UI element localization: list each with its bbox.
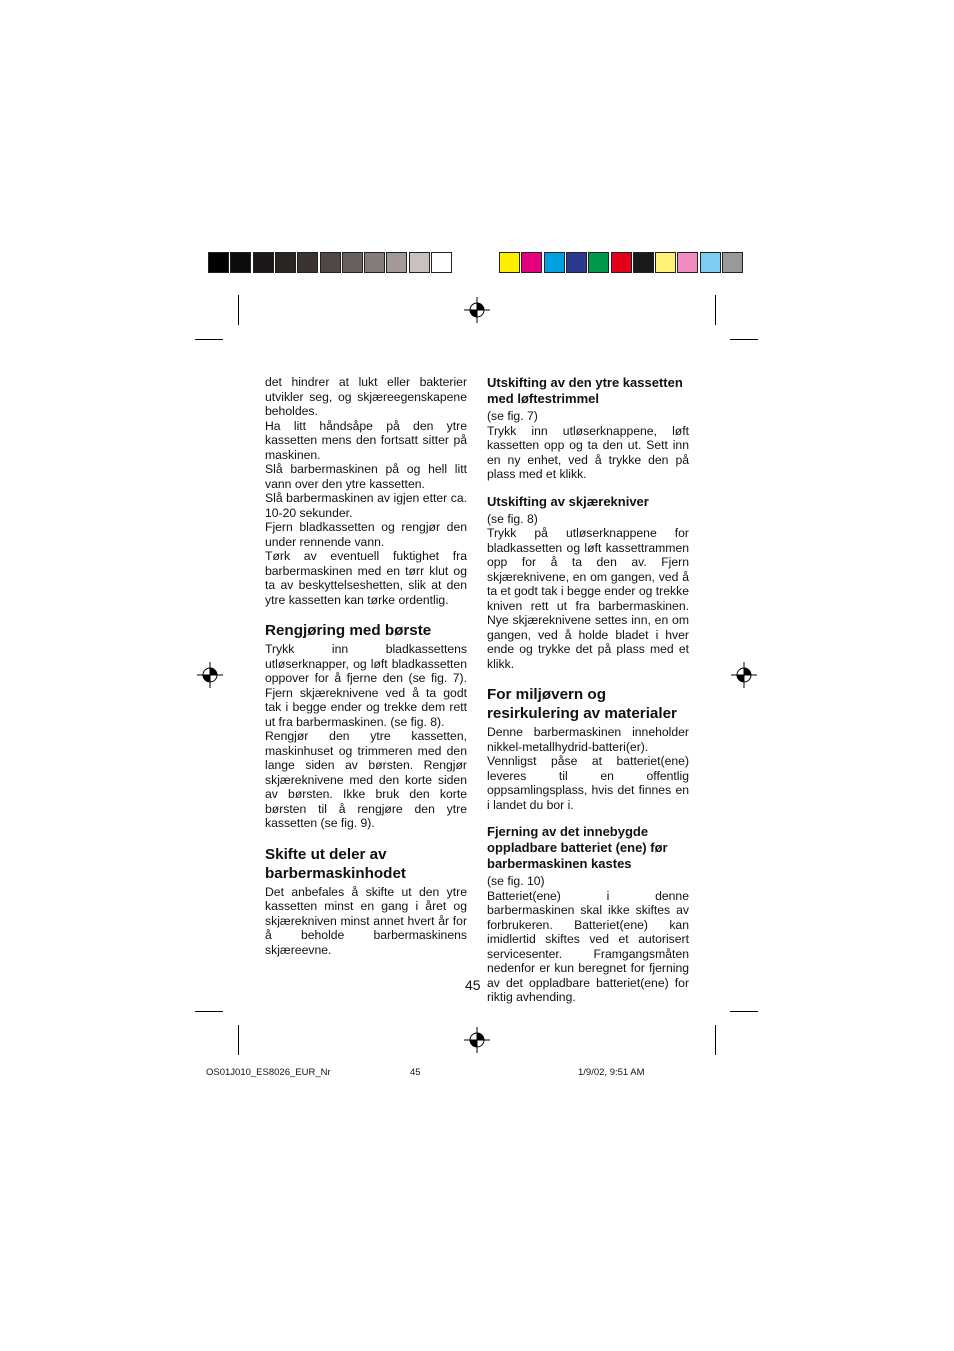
crop-mark: [730, 1011, 758, 1012]
color-swatch: [230, 252, 251, 273]
color-swatch: [544, 252, 565, 273]
paragraph: Trykk inn bladkassettens utløserknapper, og løft bladkassetten oppover for å fjerne den (se fig. 7). Fjern skjæreknivene ved å ta godt tak i begge ender og trekke dem rett ut fra barbermaskinen. (se fig. 8).: [265, 642, 467, 729]
color-swatch: [611, 252, 632, 273]
color-swatch: [409, 252, 430, 273]
color-swatch: [208, 252, 229, 273]
paragraph: Trykk på utløserknappene for bladkassetten og løft kassettrammen opp for å ta den av. Fjern skjæreknivene, en om gangen, ved å ta et godt tak i begge ender og trekke kniven rett ut fra barbermaskinen. Nye skjæreknivene settes inn, en om gangen, ved å holde bladet i hver ende og trykke det på plass med et klikk.: [487, 526, 689, 671]
figure-reference: (se fig. 8): [487, 511, 538, 526]
crop-mark: [195, 339, 223, 340]
color-swatch: [633, 252, 654, 273]
color-swatch: [320, 252, 341, 273]
figure-reference: (se fig. 10): [487, 874, 545, 888]
color-swatch: [342, 252, 363, 273]
registration-mark-icon: [731, 662, 757, 688]
section-heading: Fjerning av det innebygde oppladbare batteriet (ene) før barbermaskinen kastes: [487, 824, 668, 871]
color-swatch: [521, 252, 542, 273]
color-swatch: [297, 252, 318, 273]
color-swatch: [700, 252, 721, 273]
registration-mark-icon: [197, 662, 223, 688]
paragraph: det hindrer at lukt eller bakterier utvikler seg, og skjæreegenskapene beholdes.: [265, 375, 467, 418]
section-heading: For miljøvern og resirkulering av materialer: [487, 686, 677, 722]
crop-mark: [730, 339, 758, 340]
crop-mark: [238, 295, 239, 325]
paragraph: Vennligst påse at batteriet(ene) leveres til en offentlig oppsamlingsplass, hvis det finnes en i landet du bor i.: [487, 754, 689, 812]
paragraph: Slå barbermaskinen på og hell litt vann over den ytre kassetten.: [265, 462, 467, 491]
color-swatch: [722, 252, 743, 273]
color-swatch: [275, 252, 296, 273]
figure-reference: (se fig. 7): [487, 409, 538, 423]
crop-mark: [715, 295, 716, 325]
section-heading: Utskifting av skjærekniver: [487, 493, 649, 509]
paragraph: Batteriet(ene) i denne barbermaskinen skal ikke skiftes av forbrukeren. Batteriet(ene) kan imidlertid skiftes ved et autorisert servicesenter. Framgangsmåten nedenfor er kun beregnet for fjerning av det oppladbare batteriet(ene) for riktig avhending.: [487, 888, 689, 1004]
right-column: [487, 375, 689, 1005]
registration-mark-icon: [464, 297, 490, 323]
color-swatch: [588, 252, 609, 273]
left-column: [265, 375, 467, 957]
section-heading: Rengjøring med børste: [265, 622, 432, 639]
paragraph: Det anbefales å skifte ut den ytre kassetten minst en gang i året og skjærekniven minst annet hvert år for å beholde barbermaskinens skjæreevne.: [265, 884, 467, 957]
footer-date: 1/9/02, 9:51 AM: [578, 1067, 645, 1078]
color-swatch: [386, 252, 407, 273]
paragraph: Denne barbermaskinen inneholder nikkel-metallhydrid-batteri(er).: [487, 725, 689, 754]
color-swatch: [364, 252, 385, 273]
footer-page: 45: [410, 1067, 421, 1078]
paragraph: Ha litt håndsåpe på den ytre kassetten mens den fortsatt sitter på maskinen.: [265, 418, 467, 462]
paragraph: Trykk inn utløserknappene, løft kassetten opp og ta den ut. Sett inn en ny enhet, ved å trykke den på plass med et klikk.: [487, 423, 689, 481]
color-swatch: [499, 252, 520, 273]
section-heading: Skifte ut deler av barbermaskinhodet: [265, 845, 406, 882]
page-number: 45: [465, 977, 481, 993]
footer-file-name: OS01J010_ES8026_EUR_Nr: [206, 1067, 331, 1078]
paragraph: Tørk av eventuell fuktighet fra barbermaskinen med en tørr klut og ta av beskyttelseshetten, slik at den ytre kassetten kan tørke ordentlig.: [265, 549, 467, 607]
color-swatch: [655, 252, 676, 273]
section-heading: Utskifting av den ytre kassetten med løftestrimmel: [487, 375, 683, 406]
paragraph: Slå barbermaskinen av igjen etter ca. 10-20 sekunder.: [265, 491, 467, 520]
crop-mark: [195, 1011, 223, 1012]
crop-mark: [715, 1025, 716, 1055]
color-swatch: [677, 252, 698, 273]
crop-mark: [238, 1025, 239, 1055]
color-swatch: [431, 252, 452, 273]
color-swatch: [566, 252, 587, 273]
paragraph: Rengjør den ytre kassetten, maskinhuset og trimmeren med den lange siden av børsten. Rengjør skjæreknivene med den korte siden av børsten. Ikke bruk den korte børsten til å rengjøre den ytre kassetten (se fig. 9).: [265, 729, 467, 830]
color-swatch: [253, 252, 274, 273]
registration-mark-icon: [464, 1027, 490, 1053]
paragraph: Fjern bladkassetten og rengjør den under rennende vann.: [265, 520, 467, 549]
